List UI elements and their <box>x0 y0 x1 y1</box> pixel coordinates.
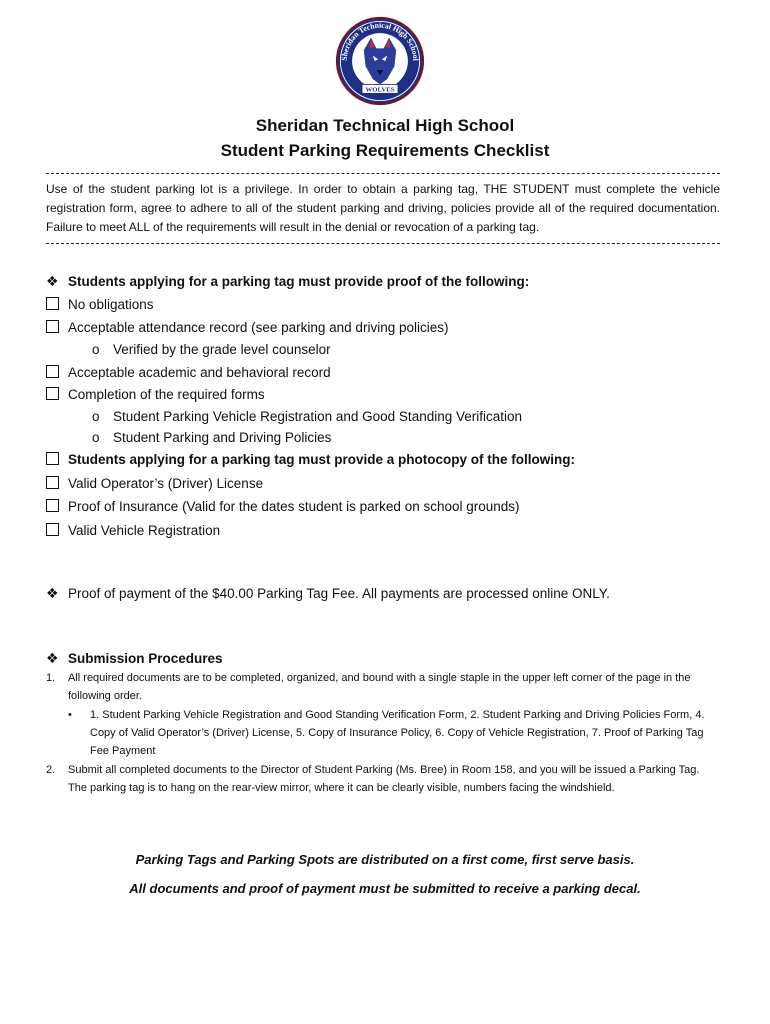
step-2-text: Submit all completed documents to the Director of Student Parking (Ms. Bree) in Room 158, and you will be issued a Parking Tag. The parking tag is to hang on the rear-view mirror, where it can be clearly visible, numbers facing the windshield. <box>68 764 700 794</box>
bullet-dot-icon: • <box>68 709 72 721</box>
diamond-bullet-icon: ❖ <box>46 650 59 666</box>
payment-note: ❖ Proof of payment of the $40.00 Parking Tag Fee. All payments are processed online ONLY. <box>46 585 610 601</box>
divider-bottom <box>46 243 720 244</box>
checkbox[interactable] <box>46 365 59 378</box>
divider-top <box>46 173 720 174</box>
school-name: Sheridan Technical High School <box>255 116 515 135</box>
circle-bullet-icon: o <box>92 430 100 445</box>
logo-banner-text: WOLVES <box>365 86 395 94</box>
sub-item: o Student Parking Vehicle Registration and Good Standing Verification <box>92 409 523 424</box>
checkbox[interactable] <box>46 476 59 489</box>
submission-heading: ❖ Submission Procedures <box>46 650 223 666</box>
photocopy-heading[interactable]: Students applying for a parking tag must provide a photocopy of the following: <box>46 451 575 469</box>
circle-bullet-icon: o <box>92 409 100 424</box>
step-number: 2. <box>46 764 56 776</box>
proof-heading: ❖ Students applying for a parking tag must provide proof of the following: <box>46 273 530 289</box>
checklist-item[interactable]: Completion of the required forms <box>46 386 265 404</box>
page-title: Student Parking Requirements Checklist <box>220 141 550 160</box>
diamond-bullet-icon: ❖ <box>46 273 59 289</box>
school-logo <box>335 16 425 106</box>
checkbox[interactable] <box>46 523 59 536</box>
sub-item: o Verified by the grade level counselor <box>92 342 331 357</box>
checklist-item[interactable]: No obligations <box>46 296 154 314</box>
checklist-item[interactable]: Acceptable attendance record (see parking and driving policies) <box>46 319 448 337</box>
step-number: 1. <box>46 672 56 684</box>
checkbox[interactable] <box>46 320 59 333</box>
circle-bullet-icon: o <box>92 342 100 357</box>
checkbox[interactable] <box>46 499 59 512</box>
checklist-item[interactable]: Proof of Insurance (Valid for the dates student is parked on school grounds) <box>46 498 520 516</box>
closing-line-2: All documents and proof of payment must be submitted to receive a parking decal. <box>129 881 641 896</box>
step-1-text: All required documents are to be completed, organized, and bound with a single staple in the upper left corner of the page in the following order. <box>68 672 691 702</box>
sub-item: o Student Parking and Driving Policies <box>92 430 332 445</box>
diamond-bullet-icon: ❖ <box>46 585 59 601</box>
checkbox[interactable] <box>46 452 59 465</box>
document-order-list: 1. Student Parking Vehicle Registration and Good Standing Verification Form, 2. Student Parking and Driving Policies Form, 4. Copy of Valid Operator’s (Driver) License, 5. Copy of Insurance Policy, 6. Copy of Vehicle Registration, 7. Proof of Parking Tag Fee Payment <box>90 709 705 757</box>
intro-paragraph: Use of the student parking lot is a privilege. In order to obtain a parking tag, THE STUDENT must complete the vehicle registration form, agree to adhere to all of the student parking and driving, policies provide all of the required documentation. Failure to meet ALL of the requirements will result in the denial or revocation of a parking tag. <box>46 182 720 234</box>
checklist-item[interactable]: Acceptable academic and behavioral record <box>46 364 331 382</box>
checkbox[interactable] <box>46 297 59 310</box>
logo-ring-text: Sheridan Technical High School <box>339 20 421 62</box>
closing-line-1: Parking Tags and Parking Spots are distributed on a first come, first serve basis. <box>135 852 635 867</box>
checklist-item[interactable]: Valid Vehicle Registration <box>46 522 220 540</box>
checkbox[interactable] <box>46 387 59 400</box>
checklist-item[interactable]: Valid Operator’s (Driver) License <box>46 475 263 493</box>
